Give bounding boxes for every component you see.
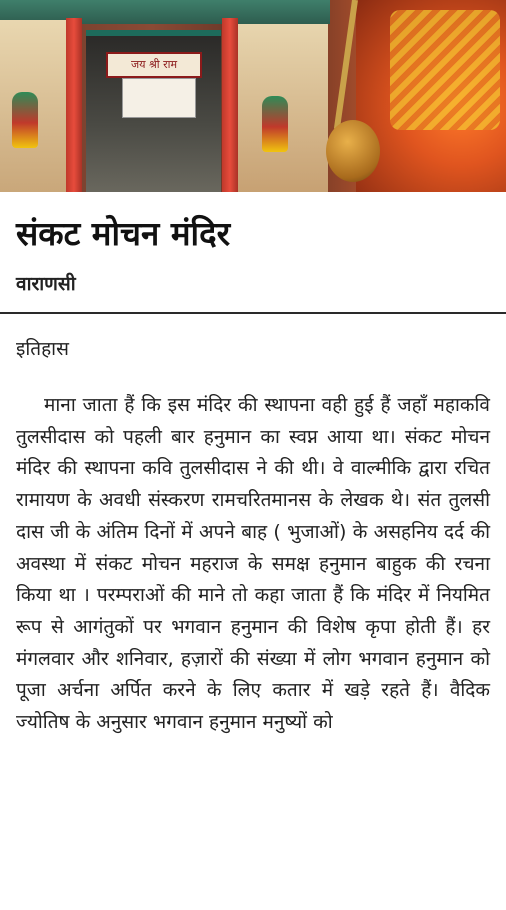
place-title: संकट मोचन मंदिर [16, 214, 231, 253]
temple-pillar [222, 18, 238, 192]
mace-handle [334, 0, 358, 129]
brass-pot [326, 120, 380, 182]
section-body: माना जाता हैं कि इस मंदिर की स्थापना वही हुई हैं जहाँ महाकवि तुलसीदास को पहली बार हनुमान का स्वप्न आया था। संकट मोचन मंदिर की स्थापना कवि तुलसीदास ने की थी। वे वाल्मीकि द्वारा रचित रामायण के अवधी संस्करण रामचरितमानस के लेखक थे। संत तुलसी दास जी के अंतिम दिनों में अपने बाह ( भुजाओं) के असहनिय दर्द की अवस्था में संकट मोचन महराज के समक्ष हनुमान बाहुक की रचना किया था । परम्पराओं की माने तो कहा जाता हैं कि मंदिर में नियमित रूप से आगंतुकों पर भगवान हनुमान की विशेष कृपा होती हैं। हर मंगलवार और शनिवार, हज़ारों की संख्या में लोग भगवान हनुमान को पूजा अर्चना अर्पित करने के लिए कतार में खड़े रहते हैं। वैदिक ज्योतिष के अनुसार भगवान हनुमान मनुष्यों को [16, 394, 490, 734]
lamp-icon [12, 92, 38, 148]
hero-image [0, 0, 506, 192]
section-heading: इतिहास [16, 338, 69, 360]
temple-banner [122, 78, 196, 118]
lamp-icon [262, 96, 288, 152]
place-location: वाराणसी [16, 273, 76, 295]
idol-garland [390, 10, 500, 130]
temple-sign: जय श्री राम [106, 52, 202, 78]
temple-pillar [66, 18, 82, 192]
